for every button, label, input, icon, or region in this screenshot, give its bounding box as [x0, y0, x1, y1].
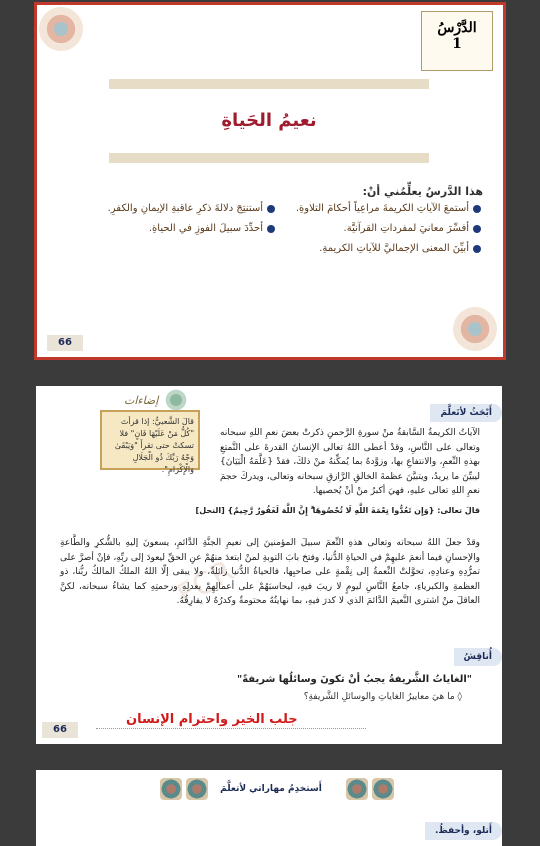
answer-line — [96, 728, 366, 729]
sidebar-text: قالَ الشَّعبيُّ: إذا قرأتَ "كُلُّ مَنْ عَلَيْهَا فَانٍ" فلا تسكتْ حتى تقرأَ "وَيَبْقَىٰ وَجْهُ رَبِّكَ ذُو الْجَلَالِ وَالْإِكْرَامِ". — [114, 417, 194, 474]
lesson-cover-page — [34, 2, 506, 360]
discuss-tag: أُناقِشُ — [454, 648, 502, 666]
paragraph-2: وقدْ جعلَ اللهُ سبحانه وتعالى هذهِ النِّعمَ سبيلَ المؤمنينَ إلى نعيمِ الجنَّةِ الدَّائمِ، يسعونَ إليهِ بالشُّكرِ والطَّاعةِ والإحسانِ فيما أنعمَ عليهِمْ في الحياةِ الدُّنيا، وفتحَ بابَ التوبةِ لمنْ ابتعدَ منهُمْ عنِ الحقِّ ليعودَ إلى ربِّهِ، فإنْ أصرَّ على تمرُّدِهِ وعنادِهِ، تحوَّلتْ النِّعمةُ إلى نِقْمةٍ على صاحبِها، فالحياةُ الدُّنيا زائلةٌ، ولا يبقى إلّا اللهُ الملكُ المالكُ ربُّنا، ذو العظمةِ والكبرياءِ، جامعُ النَّاسِ ليومٍ لا ريبَ فيهِ، ليحاسبَهُمْ على أعمالِهِمْ بعدلِهِ ورحمتِهِ كما يشاءُ سبحانه، لكنَّ العاقلَ منْ اشترى النَّعيمَ الدَّائمَ الذي لا كدرَ فيهِ، بما نهايتُهُ محتومةٌ وكدرُهُ لا يفارِقُهُ. — [60, 538, 480, 606]
bullet-icon — [267, 225, 275, 233]
verse-line: قالَ تعالى: {وَإِن تَعُدُّوا نِعْمَةَ اللَّهِ لَا تُحْصُوهَا ۗ إِنَّ اللَّهَ لَغَفُورٌ رَّحِيمٌ} [النحل] — [195, 506, 480, 515]
objective-item: أستنتِجَ دلالةَ ذكرِ عاقبةِ الإيمانِ والكفرِ. — [108, 203, 275, 214]
page-number: 66 — [42, 722, 78, 738]
skills-heading: أَستخدِمُ مهاراتي لأتعلَّمَ — [220, 784, 322, 794]
page-number: 66 — [47, 335, 83, 351]
sidebar-box — [100, 410, 200, 474]
lesson-label: الدَّرْسُ — [437, 20, 477, 36]
discussion-quote: "الغاياتُ الشَّريفةُ يجبُ أنْ تكونَ وسائلُها شريفةً" — [237, 674, 472, 685]
handwritten-answer: جلب الخير واحترام الإنسان — [126, 712, 298, 727]
bullet-icon — [473, 245, 481, 253]
star-ornament — [164, 388, 188, 412]
paragraph-1: الآياتُ الكريمةُ السَّابقةُ منْ سورةِ الرَّحمنِ ذكرتْ بعضَ نعمِ اللهِ سبحانه وتعالى على النَّاسِ، وقدْ أعطى اللهُ تعالى الإنسانَ القدرةَ على التَّمتعِ بهذهِ النِّعمِ، والانتفاعِ بها، وزوَّدهُ بما يُمكِّنهُ منْ ذلكَ، فقدْ {عَلَّمَهُ الْبَيَانَ} ليبيِّنَ ما يريدُ، ويتبيَّنَ عظمةَ الخالقِ الرَّازقِ سبحانه وتعالى، ويدركَ حجمَ نعمِ اللهِ تعالى عليهِ، فهيَ أكبرُ منْ أنْ يُحصيها. — [220, 428, 480, 496]
discussion-question: ◊ ما هيَ معاييرُ الغاياتِ والوسائلِ الشَّريفةِ؟ — [303, 692, 462, 702]
bullet-icon — [267, 205, 275, 213]
objective-item: أبيِّنَ المعنى الإجماليَّ للآياتِ الكريمةِ. — [319, 243, 481, 254]
objective-item: أفسِّرَ معانيَ لمفرداتِ القرآنيَّة. — [344, 223, 481, 234]
title-box — [109, 95, 429, 145]
corner-ornament-top-left — [39, 7, 83, 51]
bullet-icon — [473, 205, 481, 213]
lesson-content-page — [36, 386, 502, 744]
title-band-bottom — [109, 153, 429, 163]
title-band-top — [109, 79, 429, 89]
lesson-title: نعيمُ الحَياةِ — [221, 109, 317, 131]
bullet-icon — [473, 225, 481, 233]
corner-ornament-bottom-right — [453, 307, 497, 351]
objective-item: أحدِّدَ سبيلَ الفوزِ في الحياةِ. — [149, 223, 275, 234]
lesson-number: 1 — [452, 36, 462, 52]
sidebar-title: إضاءات — [124, 394, 159, 407]
objective-item: أستمعَ الآياتِ الكريمةَ مراعِياً أحكامَ التلاوةِ. — [296, 203, 481, 214]
section-tag: أَبْحَثُ لأتَعلَّمَ — [430, 404, 502, 422]
read-memorize-tag: أَتلو، وأحفظُ. — [425, 822, 502, 840]
watermark: FCR — [171, 553, 240, 614]
lesson-badge — [421, 11, 493, 71]
skills-page — [36, 770, 502, 846]
objectives-heading: هذا الدَّرسُ يعلِّمُني أنْ: — [362, 185, 483, 198]
objectives-list — [61, 203, 481, 293]
